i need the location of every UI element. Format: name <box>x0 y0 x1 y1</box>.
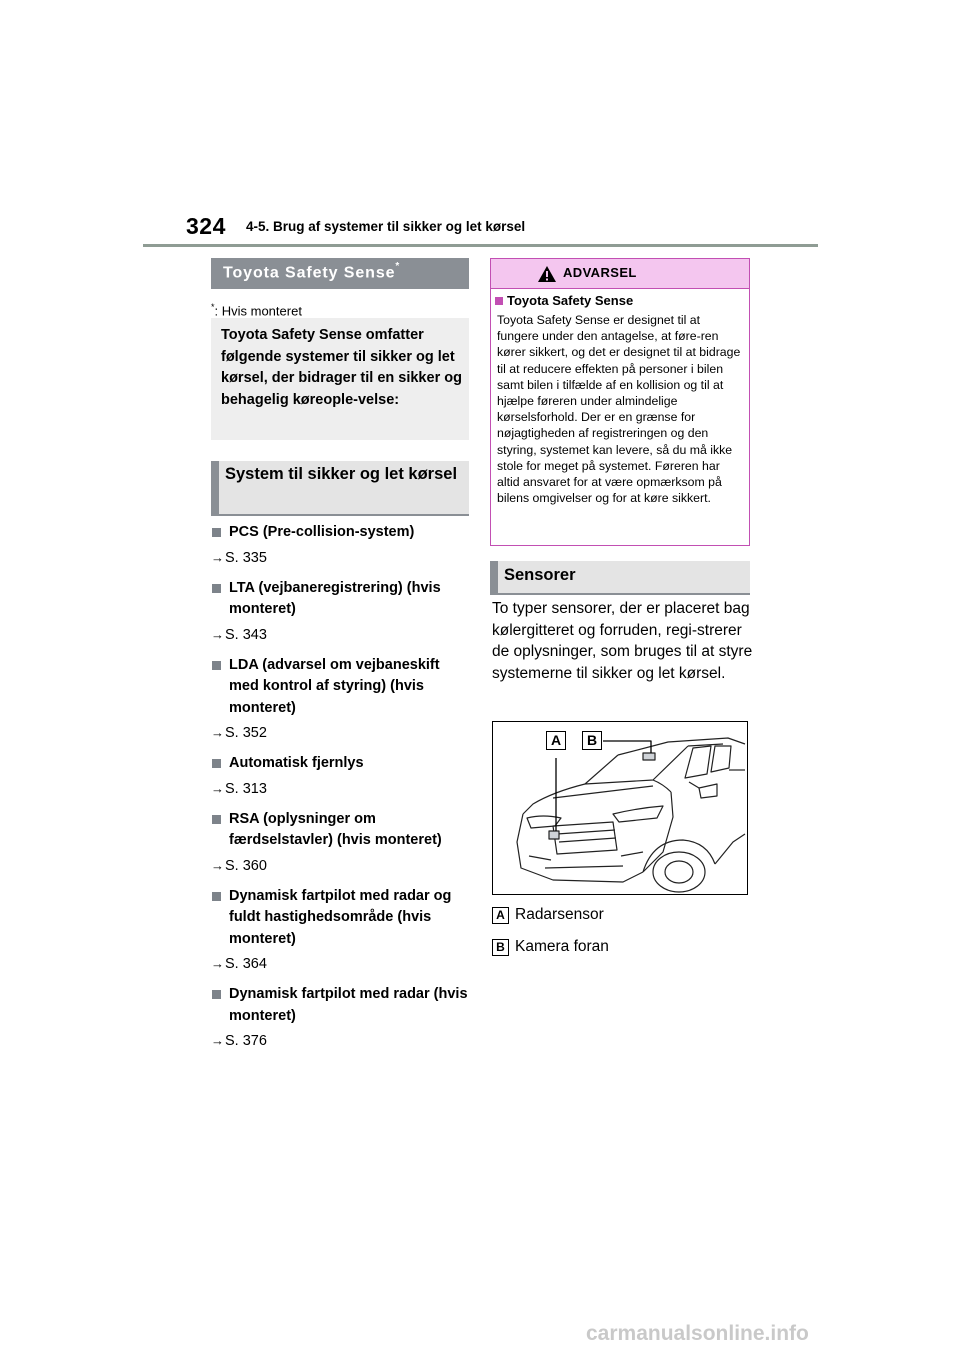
bullet-square-icon <box>212 815 221 824</box>
page-reference[interactable]: →S. 352 <box>211 725 267 741</box>
bullet-square-icon <box>212 892 221 901</box>
page-number: 324 <box>186 213 226 239</box>
list-item <box>211 753 473 799</box>
callout-a: A <box>546 731 566 750</box>
list-item <box>211 522 473 568</box>
warning-box <box>490 258 750 546</box>
item-label: Automatisk fjernlys <box>229 755 364 771</box>
header-divider <box>143 244 818 247</box>
car-drawing <box>493 722 748 895</box>
warning-subtitle: Toyota Safety Sense <box>495 293 633 308</box>
list-item <box>211 984 473 1051</box>
bullet-square-icon <box>212 661 221 670</box>
footnote-mark: * <box>211 302 215 312</box>
warning-triangle-icon <box>537 265 557 283</box>
page-reference[interactable]: →S. 313 <box>211 780 267 797</box>
page-reference[interactable]: →S. 335 <box>211 549 267 566</box>
warning-label: ADVARSEL <box>563 265 637 280</box>
page-reference[interactable]: →S. 360 <box>211 857 267 874</box>
bullet-square-icon <box>495 297 503 305</box>
legend-item-b <box>492 938 609 956</box>
arrow-right-icon: → <box>211 549 224 565</box>
page-reference[interactable]: →S. 364 <box>211 956 267 972</box>
item-label: Dynamisk fartpilot med radar og fuldt hastighedsområde (hvis monteret) <box>229 887 452 947</box>
legend-text: Kamera foran <box>515 938 609 955</box>
page-reference[interactable]: →S. 343 <box>211 626 267 643</box>
chapter-title: 4-5. Brug af systemer til sikker og let kørsel <box>246 219 526 234</box>
footnote <box>211 302 302 318</box>
arrow-right-icon: → <box>211 857 224 873</box>
callout-b: B <box>582 731 602 750</box>
watermark: carmanualsonline.info <box>586 1322 809 1345</box>
bullet-square-icon <box>212 990 221 999</box>
list-item <box>211 886 473 975</box>
arrow-right-icon: → <box>211 725 224 740</box>
arrow-right-icon: → <box>211 626 224 642</box>
arrow-right-icon: → <box>211 956 224 971</box>
warning-header <box>491 259 749 289</box>
system-list <box>211 522 473 1061</box>
legend-key: A <box>492 907 509 924</box>
list-item <box>211 655 473 744</box>
warning-text: Toyota Safety Sense er designet til at fungere under den antagelse, at føre-ren kører sikkert, og det er designet til at bidrage til at reducere effekten på personer i bilen samt bilen i tilfælde af en kollision og til at hjælpe føreren under almindelige kørselsforhold. Der er en grænse for nøjagtigheden af registreringen og den styring, systemet kan levere, så du må ikke stole for meget på systemet. Føreren har altid ansvaret for at være opmærksom på bilens omgivelser og for at køre sikkert. <box>497 313 741 506</box>
section-title-bar <box>211 258 469 289</box>
arrow-right-icon: → <box>211 1033 224 1048</box>
car-sensor-illustration <box>492 721 748 895</box>
intro-box: Toyota Safety Sense omfatter følgende systemer til sikker og let kørsel, der bidrager til en sikker og behagelig køreople-velse: <box>211 318 469 440</box>
page-reference[interactable]: →S. 376 <box>211 1033 267 1049</box>
arrow-right-icon: → <box>211 780 224 796</box>
sensors-paragraph: To typer sensorer, der er placeret bag kølergitteret og forruden, regi-strerer de oplysninger, som bruges til at styre systemerne til sikker og let kørsel. <box>492 600 753 682</box>
title-footnote-mark: * <box>395 261 401 272</box>
legend-text: Radarsensor <box>515 906 604 923</box>
item-label: RSA (oplysninger om færdselstavler) (hvis monteret) <box>229 810 442 848</box>
sensors-heading: Sensorer <box>490 561 750 593</box>
list-item <box>211 809 473 876</box>
list-item <box>211 578 473 645</box>
item-label: Dynamisk fartpilot med radar (hvis monteret) <box>229 986 468 1024</box>
item-label: LDA (advarsel om vejbaneskift med kontrol af styring) (hvis monteret) <box>229 656 440 716</box>
section-title: Toyota Safety Sense <box>223 264 396 282</box>
bullet-square-icon <box>212 528 221 537</box>
legend-key: B <box>492 939 509 956</box>
item-label: LTA (vejbaneregistrering) (hvis monteret) <box>229 579 441 617</box>
systems-heading: System til sikker og let kørsel <box>211 461 469 514</box>
bullet-square-icon <box>212 759 221 768</box>
bullet-square-icon <box>212 584 221 593</box>
item-label: PCS (Pre-collision-system) <box>229 524 415 540</box>
footnote-text: : Hvis monteret <box>214 303 302 319</box>
legend-item-a <box>492 906 604 924</box>
